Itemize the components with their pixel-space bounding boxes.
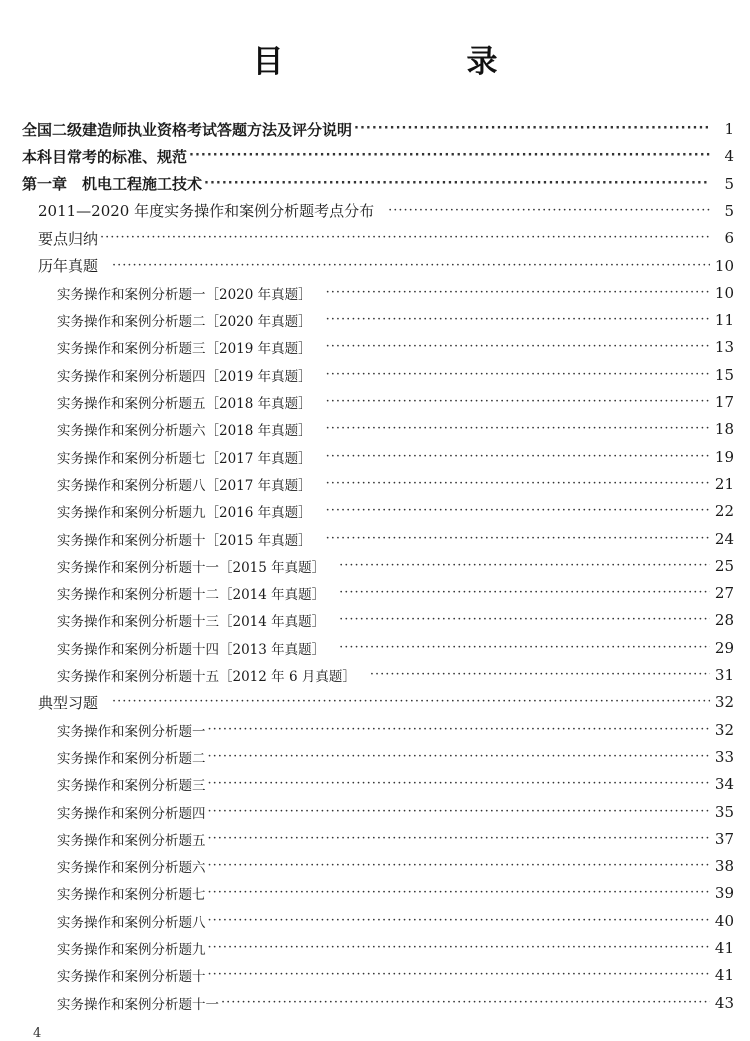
toc-entry[interactable]: [57, 635, 734, 661]
toc-entry-title: 历年真题: [38, 257, 99, 275]
dot-leader: [208, 883, 711, 903]
dot-leader: [326, 365, 710, 385]
dot-leader: [208, 774, 711, 794]
dot-leader: [204, 174, 710, 194]
toc-entry-page: 33: [714, 747, 734, 766]
toc-entry-page: 40: [714, 911, 734, 930]
toc-entry[interactable]: [57, 444, 734, 470]
dot-leader: [326, 392, 710, 412]
toc-entry-title: 实务操作和案例分析题二［2020 年真题］: [57, 314, 312, 331]
toc-entry-page: 18: [714, 420, 734, 439]
dot-leader: [189, 146, 710, 166]
toc-entry-title: 实务操作和案例分析题六: [57, 860, 206, 877]
dot-leader: [208, 938, 711, 958]
dot-leader: [326, 447, 710, 467]
toc-entry-title: 实务操作和案例分析题十［2015 年真题］: [57, 532, 312, 549]
toc-entry-title: 实务操作和案例分析题十四［2013 年真题］: [57, 641, 326, 658]
toc-entry-page: 22: [714, 502, 734, 521]
toc-entry-page: 21: [714, 474, 734, 493]
toc-entry-page: 4: [724, 147, 734, 166]
toc-entry-page: 32: [714, 693, 734, 712]
toc-entry-title: 实务操作和案例分析题十一: [57, 996, 219, 1013]
toc-entry-title: 实务操作和案例分析题十五［2012 年 6 月真题］: [57, 669, 356, 685]
toc-entry-page: 6: [724, 229, 734, 248]
toc-entry-title: 典型习题: [38, 693, 99, 712]
toc-entry[interactable]: [57, 526, 734, 552]
toc-entry-title: 实务操作和案例分析题十二［2014 年真题］: [57, 587, 326, 604]
toc-entry-page: 17: [714, 393, 734, 411]
toc-entry[interactable]: [57, 880, 734, 906]
dot-leader: [221, 993, 710, 1013]
dot-leader: [326, 529, 710, 549]
dot-leader: [326, 419, 710, 439]
toc-entry-title: 实务操作和案例分析题一: [57, 723, 206, 740]
toc-entry[interactable]: [57, 307, 734, 333]
toc-entry-page: 41: [714, 966, 734, 985]
toc-entry-page: 24: [714, 529, 734, 548]
toc-entry[interactable]: [57, 771, 734, 797]
toc-entry-title: 实务操作和案例分析题四: [57, 805, 206, 822]
dot-leader: [208, 965, 711, 985]
toc-entry-title: 第一章 机电工程施工技术: [22, 175, 203, 194]
dot-leader: [208, 720, 711, 740]
toc-entry-title: 实务操作和案例分析题七: [57, 887, 206, 904]
dot-leader: [208, 911, 711, 931]
toc-entry-title: 实务操作和案例分析题八［2017 年真题］: [57, 477, 312, 494]
toc-entry-title: 实务操作和案例分析题九［2016 年真题］: [57, 505, 312, 522]
toc-entry[interactable]: [57, 416, 734, 442]
toc-entry-title: 实务操作和案例分析题一［2020 年真题］: [57, 286, 312, 303]
toc-entry[interactable]: [57, 826, 734, 852]
dot-leader: [112, 692, 710, 712]
toc-entry[interactable]: [22, 116, 734, 142]
toc-entry-title: 实务操作和案例分析题十三［2014 年真题］: [57, 614, 326, 631]
dot-leader: [326, 337, 710, 357]
toc-entry-page: 37: [714, 829, 734, 848]
toc-entry[interactable]: [22, 171, 734, 197]
dot-leader: [354, 119, 710, 139]
toc-entry[interactable]: [38, 198, 734, 224]
dot-leader: [326, 501, 710, 521]
dot-leader: [326, 474, 710, 494]
toc-entry-page: 41: [714, 939, 734, 957]
dot-leader: [208, 802, 711, 822]
toc-entry[interactable]: [57, 471, 734, 497]
toc-entry-page: 28: [714, 611, 734, 630]
toc-entry-page: 39: [714, 884, 734, 903]
toc-entry[interactable]: [57, 498, 734, 524]
toc-entry[interactable]: [57, 717, 734, 743]
dot-leader: [208, 829, 711, 849]
toc-entry-page: 1: [724, 120, 734, 138]
toc-entry-page: 34: [714, 775, 734, 794]
toc-entry-title: 实务操作和案例分析题十一［2015 年真题］: [57, 559, 326, 576]
toc-entry-page: 32: [714, 720, 734, 739]
toc-entry[interactable]: [57, 334, 734, 360]
toc-entry[interactable]: [57, 799, 734, 825]
toc-entry-title: 全国二级建造师执业资格考试答题方法及评分说明: [22, 120, 353, 139]
dot-leader: [208, 856, 711, 876]
toc-entry-title: 要点归纳: [38, 229, 99, 248]
toc-entry-title: 实务操作和案例分析题七［2017 年真题］: [57, 450, 312, 467]
toc-entry[interactable]: [57, 908, 734, 934]
toc-entry-title: 实务操作和案例分析题九: [57, 942, 206, 958]
toc-entry-page: 27: [714, 584, 734, 603]
toc-entry-page: 43: [714, 993, 734, 1012]
toc-entry[interactable]: [38, 253, 734, 279]
toc-entry-title: 2011—2020 年度实务操作和案例分析题考点分布: [38, 202, 375, 221]
dot-leader: [388, 201, 710, 221]
toc-entry[interactable]: [57, 744, 734, 770]
toc-entry[interactable]: [57, 935, 734, 961]
toc-entry[interactable]: [57, 580, 734, 606]
toc-entry-title: 实务操作和案例分析题二: [57, 750, 206, 767]
toc-entry-title: 实务操作和案例分析题三: [57, 778, 206, 795]
toc-entry[interactable]: [57, 962, 734, 988]
dot-leader: [100, 228, 710, 248]
toc-entry-page: 5: [724, 201, 734, 220]
toc-entry[interactable]: [57, 662, 734, 688]
toc-entry-page: 13: [714, 338, 734, 357]
toc-entry-page: 25: [714, 556, 734, 575]
toc-entry-title: 实务操作和案例分析题十: [57, 969, 206, 986]
toc-entry-page: 5: [724, 174, 734, 193]
toc-entry[interactable]: [57, 280, 734, 306]
dot-leader: [208, 747, 711, 767]
toc-entry-title: 实务操作和案例分析题三［2019 年真题］: [57, 341, 312, 358]
dot-leader: [339, 638, 710, 658]
dot-leader: [326, 283, 710, 303]
toc-entry[interactable]: [57, 362, 734, 388]
page-title: 目 录: [252, 44, 574, 80]
toc-entry[interactable]: [57, 389, 734, 415]
toc-entry[interactable]: [38, 225, 734, 251]
toc-entry[interactable]: [38, 689, 734, 715]
toc-entry-title: 实务操作和案例分析题五: [57, 832, 206, 849]
toc-entry-page: 10: [714, 256, 734, 275]
toc-entry-title: 实务操作和案例分析题六［2018 年真题］: [57, 423, 312, 440]
toc-entry[interactable]: [22, 143, 734, 169]
dot-leader: [339, 556, 710, 576]
toc-entry-page: 38: [714, 857, 734, 876]
toc-entry-page: 10: [714, 283, 734, 302]
toc-entry-title: 实务操作和案例分析题八: [57, 914, 206, 931]
toc-entry-page: 15: [714, 365, 734, 384]
toc-entry-page: 19: [714, 447, 734, 466]
dot-leader: [370, 665, 710, 685]
toc-entry-title: 实务操作和案例分析题五［2018 年真题］: [57, 396, 312, 412]
dot-leader: [326, 310, 710, 330]
toc-entry[interactable]: [57, 607, 734, 633]
page-folio: 4: [33, 1026, 42, 1041]
toc-entry-page: 29: [714, 638, 734, 657]
toc-entry[interactable]: [57, 990, 734, 1016]
toc-entry-title: 本科目常考的标准、规范: [22, 147, 188, 166]
dot-leader: [339, 583, 710, 603]
toc-entry[interactable]: [57, 553, 734, 579]
toc-entry-page: 35: [714, 802, 734, 821]
toc-entry[interactable]: [57, 853, 734, 879]
dot-leader: [112, 256, 710, 276]
toc-entry-page: 31: [714, 666, 734, 684]
dot-leader: [339, 610, 710, 630]
toc-entry-page: 11: [714, 311, 734, 330]
toc-entry-title: 实务操作和案例分析题四［2019 年真题］: [57, 368, 312, 385]
